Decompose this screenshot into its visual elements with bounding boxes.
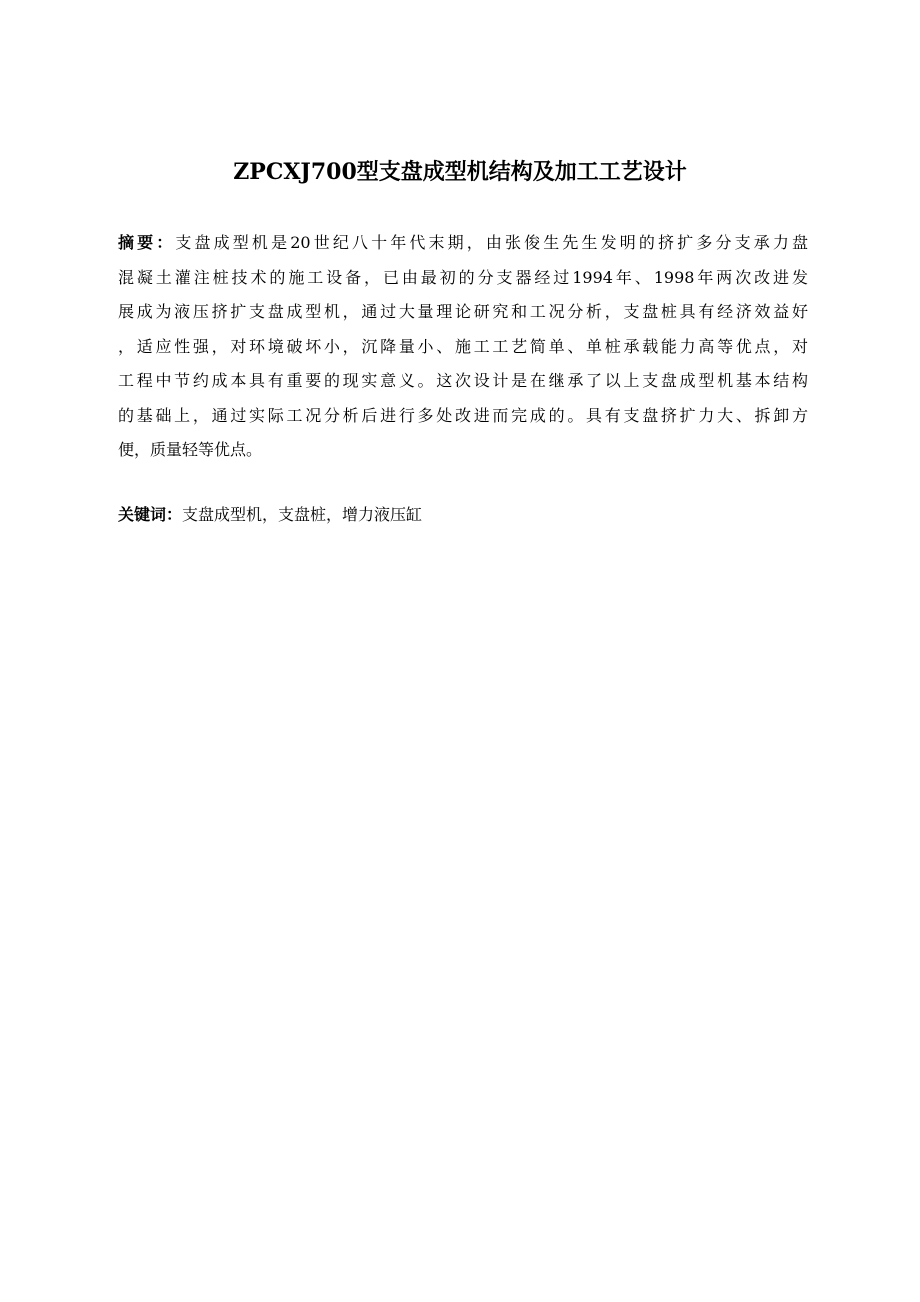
abstract-line-3: 展成为液压挤扩支盘成型机，通过大量理论研究和工况分析，支盘桩具有经济效益好 bbox=[118, 302, 808, 321]
page-title: ZPCXJ700型支盘成型机结构及加工工艺设计 bbox=[233, 159, 687, 185]
abstract-line-7: 便，质量轻等优点。 bbox=[118, 440, 263, 459]
abstract-label: 摘要： bbox=[118, 233, 176, 252]
keywords-line bbox=[118, 498, 808, 533]
abstract-line-1 bbox=[118, 226, 808, 261]
abstract-line-2: 混凝土灌注桩技术的施工设备，已由最初的分支器经过1994年、1998年两次改进发 bbox=[118, 267, 808, 287]
abstract-line-5: 工程中节约成本具有重要的现实意义。这次设计是在继承了以上支盘成型机基本结构 bbox=[118, 371, 808, 390]
abstract-line-6: 的基础上，通过实际工况分析后进行多处改进而完成的。具有支盘挤扩力大、拆卸方 bbox=[118, 405, 808, 425]
abstract-line-4: ，适应性强，对环境破坏小，沉降量小、施工工艺简单、单桩承载能力高等优点，对 bbox=[118, 336, 808, 356]
abstract-text-1: 支盘成型机是20世纪八十年代末期，由张俊生先生发明的挤扩多分支承力盘 bbox=[175, 233, 808, 252]
keywords-label: 关键词： bbox=[118, 505, 183, 524]
keywords-text: 支盘成型机，支盘桩，增力液压缸 bbox=[182, 505, 423, 524]
abstract-paragraph bbox=[118, 226, 808, 468]
